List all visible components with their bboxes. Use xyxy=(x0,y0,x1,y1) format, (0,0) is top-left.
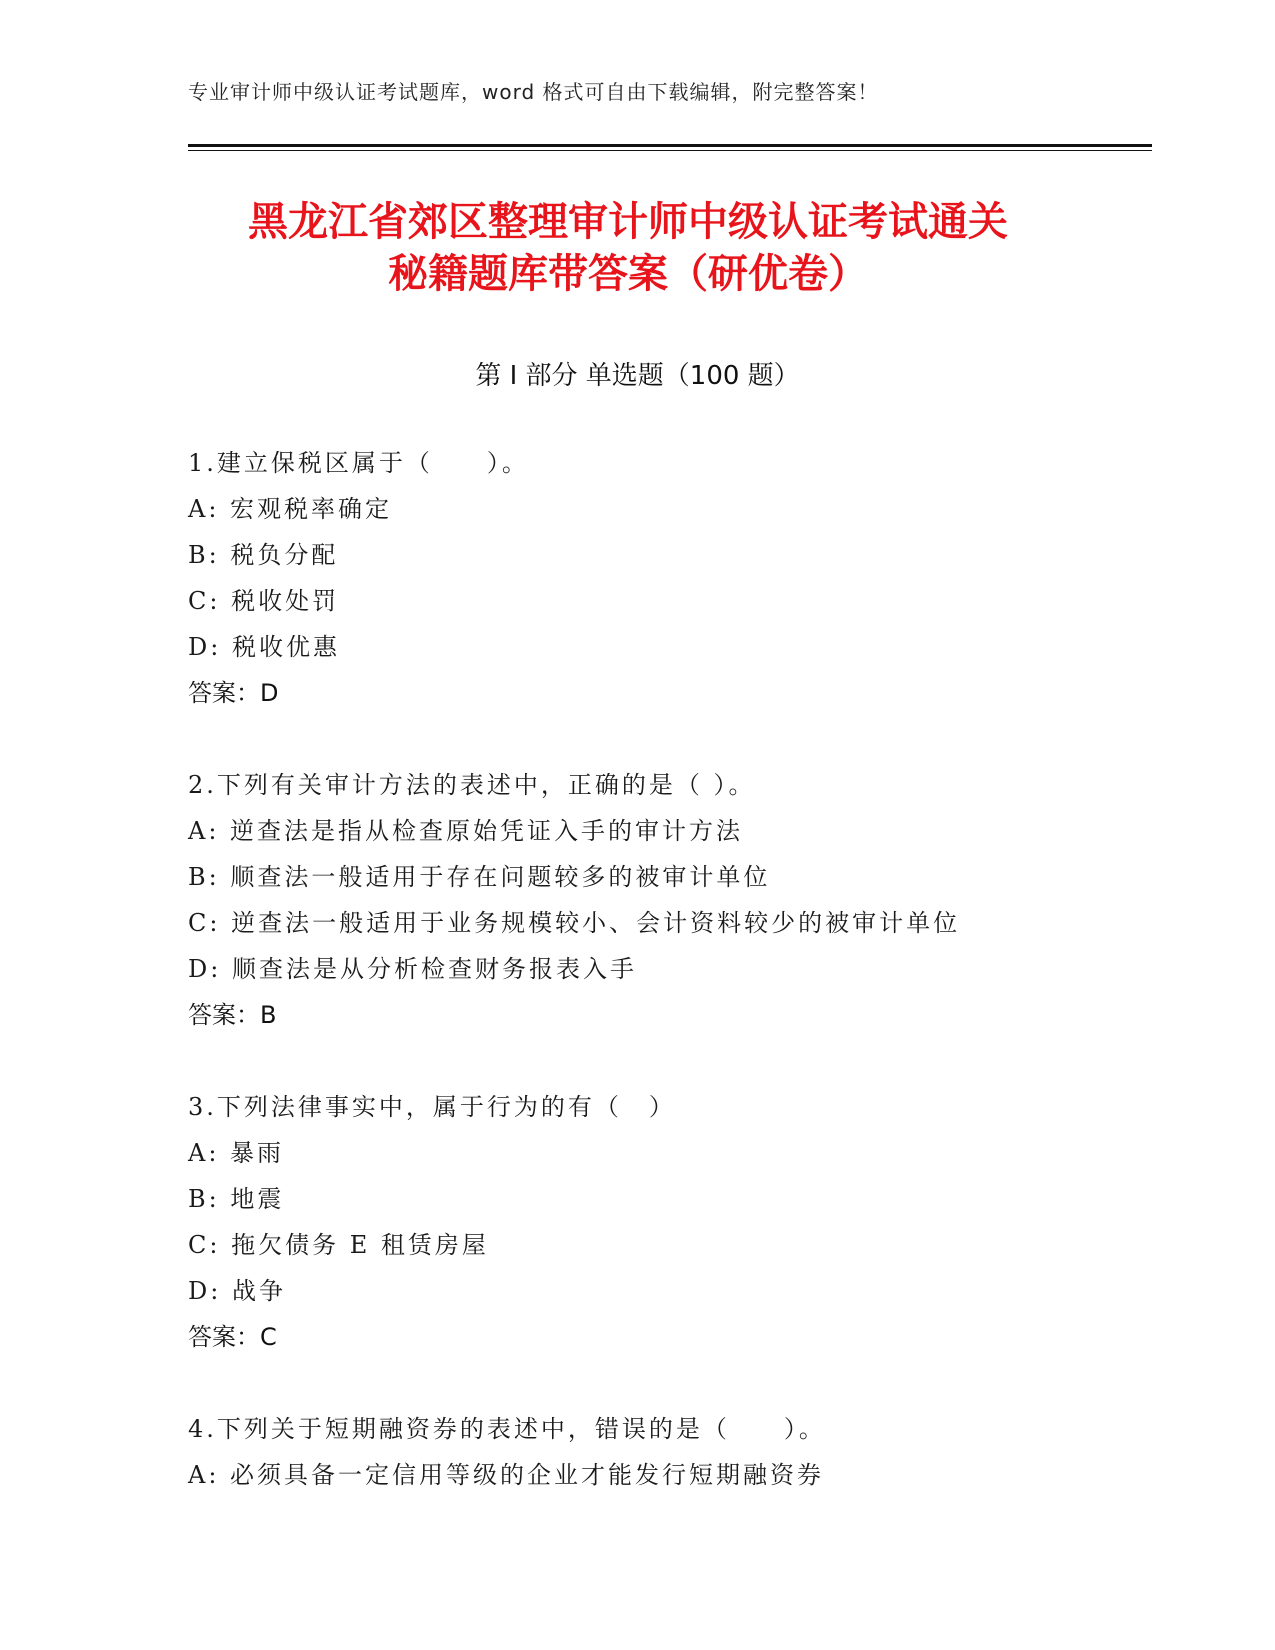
section-title: 第 I 部分 单选题（100 题） xyxy=(475,361,800,391)
header-note: 专业审计师中级认证考试题库，word 格式可自由下载编辑，附完整答案！ xyxy=(188,80,879,104)
option-c: C: 逆查法一般适用于业务规模较小、会计资料较少的被审计单位 xyxy=(188,909,961,937)
question-list xyxy=(188,440,1148,1544)
header-rule-thin xyxy=(188,150,1152,151)
question-3 xyxy=(188,1084,1148,1360)
option-b: B: 税负分配 xyxy=(188,541,339,569)
option-a: A: 必须具备一定信用等级的企业才能发行短期融资券 xyxy=(188,1461,825,1489)
title-line-2: 秘籍题库带答案（研优卷） xyxy=(388,251,868,297)
question-stem: 3.下列法律事实中，属于行为的有（ ） xyxy=(188,1093,676,1121)
question-4 xyxy=(188,1406,1148,1498)
option-d: D: 战争 xyxy=(188,1277,286,1305)
option-a: A: 宏观税率确定 xyxy=(188,495,393,523)
option-d: D: 顺查法是从分析检查财务报表入手 xyxy=(188,955,637,983)
option-c: C: 拖欠债务 E 租赁房屋 xyxy=(188,1231,489,1259)
document-title xyxy=(188,196,1068,300)
question-2 xyxy=(188,762,1148,1038)
option-a: A: 逆查法是指从检查原始凭证入手的审计方法 xyxy=(188,817,744,845)
option-c: C: 税收处罚 xyxy=(188,587,340,615)
option-b: B: 地震 xyxy=(188,1185,285,1213)
question-stem: 4.下列关于短期融资券的表述中，错误的是（ ）。 xyxy=(188,1415,826,1443)
option-d: D: 税收优惠 xyxy=(188,633,340,661)
question-stem: 1.建立保税区属于（ ）。 xyxy=(188,449,529,477)
header-rule-thick xyxy=(188,144,1152,147)
question-1 xyxy=(188,440,1148,716)
option-b: B: 顺查法一般适用于存在问题较多的被审计单位 xyxy=(188,863,771,891)
answer: 答案：C xyxy=(188,1323,277,1351)
answer: 答案：D xyxy=(188,679,279,707)
option-a: A: 暴雨 xyxy=(188,1139,285,1167)
question-stem: 2.下列有关审计方法的表述中，正确的是（ ）。 xyxy=(188,771,756,799)
title-line-1: 黑龙江省郊区整理审计师中级认证考试通关 xyxy=(248,199,1008,245)
answer: 答案：B xyxy=(188,1001,277,1029)
